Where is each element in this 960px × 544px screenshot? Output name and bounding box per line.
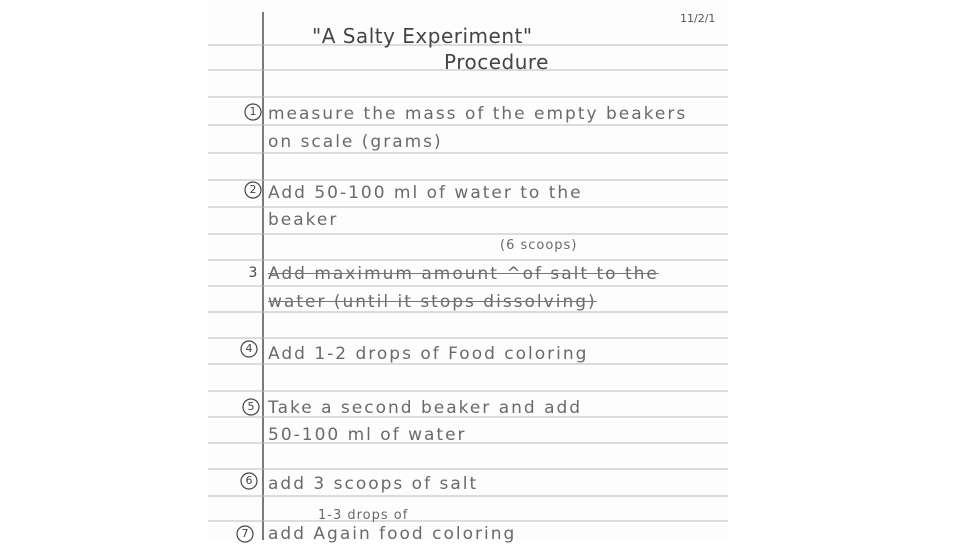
page-subtitle: Procedure [444, 50, 549, 74]
step-7-line-1: add Again food coloring [268, 524, 517, 544]
step-3-line-1: Add maximum amount ^of salt to the [268, 264, 659, 284]
page-title: "A Salty Experiment" [312, 24, 533, 48]
date-note: 11/2/1 [680, 12, 716, 25]
step-5-line-1: Take a second beaker and add [268, 398, 583, 418]
step-2-line-1: Add 50-100 ml of water to the [268, 183, 583, 203]
step-3-number: 3 [244, 264, 262, 282]
step-2-line-2: beaker [268, 210, 339, 230]
step-7-number: 7 [236, 525, 254, 543]
step-6-line-1: add 3 scoops of salt [268, 474, 479, 494]
step-1-line-2: on scale (grams) [268, 132, 443, 152]
step-2-number: 2 [244, 181, 262, 199]
step-3-insert-note: (6 scoops) [500, 238, 578, 253]
step-1-line-1: measure the mass of the empty beakers [268, 104, 688, 124]
step-5-number: 5 [242, 398, 260, 416]
step-5-line-2: 50-100 ml of water [268, 425, 467, 445]
step-4-line-1: Add 1-2 drops of Food coloring [268, 344, 589, 364]
step-6-number: 6 [240, 472, 258, 490]
step-4-number: 4 [240, 340, 258, 358]
step-7-insert-note: 1-3 drops of [318, 508, 409, 523]
step-1-number: 1 [244, 103, 262, 121]
step-3-line-2: water (until it stops dissolving) [268, 292, 597, 312]
